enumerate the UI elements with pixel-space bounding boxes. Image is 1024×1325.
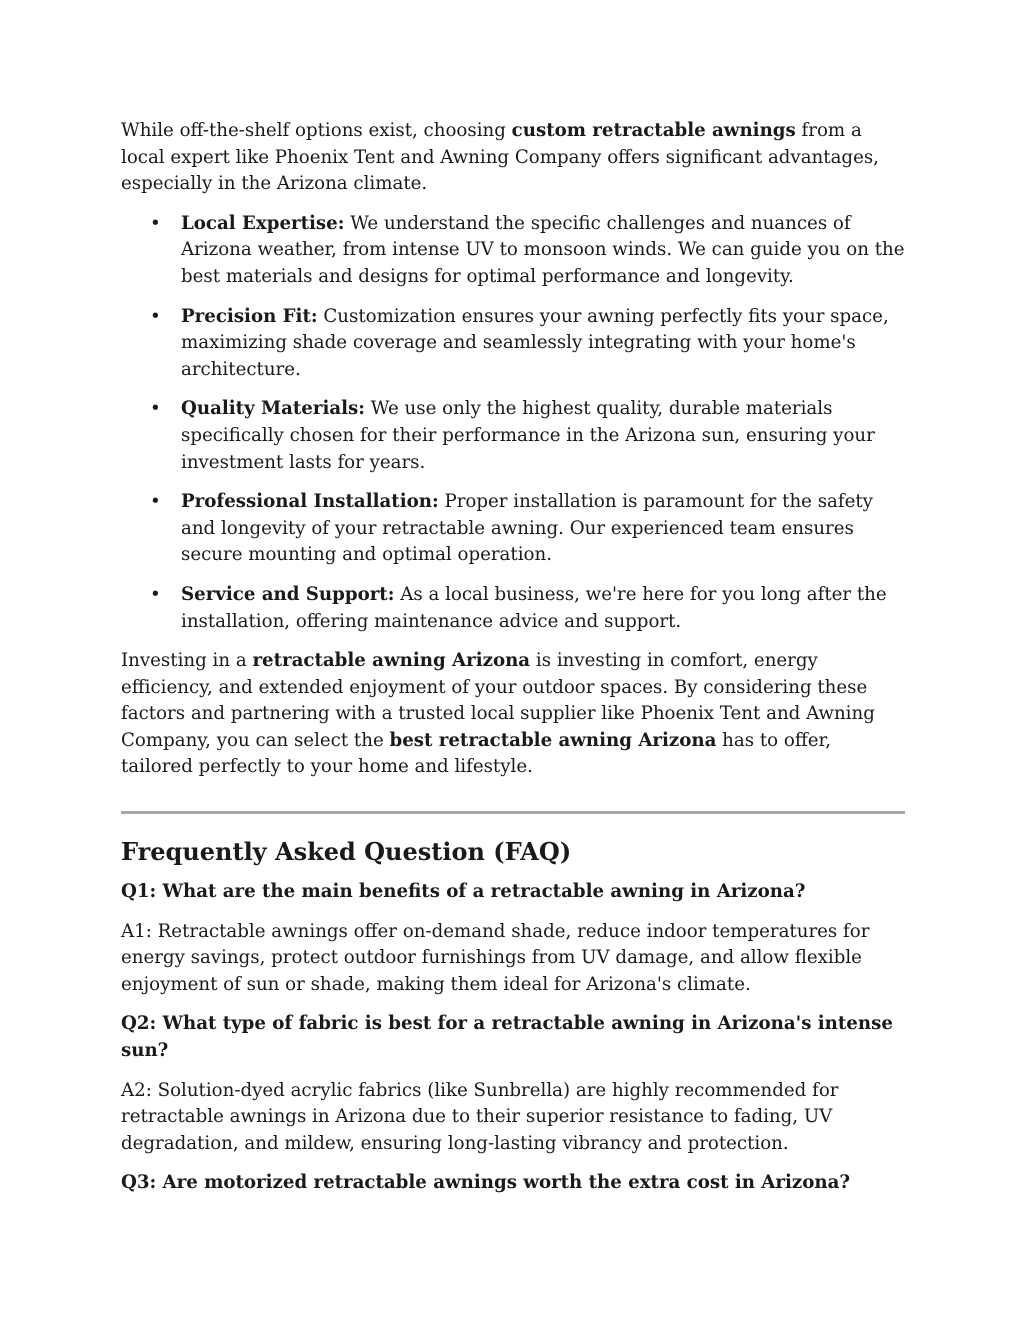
advantages-list <box>121 211 905 635</box>
list-item-text: Customization ensures your awning perfectly fits your space, maximizing shade coverage and seamlessly integrating with your home's architecture. <box>181 305 889 380</box>
list-item-precision-fit <box>121 304 905 384</box>
bullet-icon: • <box>150 212 161 234</box>
faq-answer: A2: Solution-dyed acrylic fabrics (like Sunbrella) are highly recommended for retractable awnings in Arizona due to their superior resistance to fading, UV degradation, and mildew, ensuring long-lasting vibrancy and protection. <box>121 1079 839 1154</box>
bullet-icon: • <box>150 305 161 327</box>
faq-question: Q2: What type of fabric is best for a retractable awning in Arizona's intense sun? <box>121 1013 893 1062</box>
list-item-professional-installation <box>121 489 905 569</box>
list-item-title: Professional Installation: <box>181 491 439 513</box>
list-item-local-expertise <box>121 211 905 291</box>
faq-question: Q1: What are the main benefits of a retractable awning in Arizona? <box>121 881 806 903</box>
list-item-text: We use only the highest quality, durable materials specifically chosen for their performance in the Arizona sun, ensuring your investment lasts for years. <box>181 398 875 473</box>
bullet-icon: • <box>150 398 161 420</box>
conclusion-bold-keyword: best retractable awning Arizona <box>389 729 717 751</box>
conclusion-paragraph <box>121 648 905 781</box>
horizontal-divider <box>121 811 905 814</box>
list-item-text: We understand the specific challenges and nuances of Arizona weather, from intense UV to monsoon winds. We can guide you on the best materials and designs for optimal performance and longevity. <box>181 212 905 287</box>
list-item-text: Proper installation is paramount for the safety and longevity of your retractable awning. Our experienced team ensures secure mounting and optimal operation. <box>181 491 873 566</box>
faq-answer: A1: Retractable awnings offer on-demand shade, reduce indoor temperatures for energy savings, protect outdoor furnishings from UV damage, and allow flexible enjoyment of sun or shade, making them ideal for Arizona's climate. <box>121 920 870 995</box>
list-item-text: As a local business, we're here for you long after the installation, offering maintenance advice and support. <box>181 583 887 632</box>
list-item-title: Service and Support: <box>181 583 395 605</box>
list-item-title: Local Expertise: <box>181 212 345 234</box>
intro-paragraph <box>121 118 905 198</box>
conclusion-text: has to offer, tailored perfectly to your home and lifestyle. <box>121 729 831 778</box>
document-page <box>121 118 905 1210</box>
intro-text-before: While off-the-shelf options exist, choosing <box>121 120 512 141</box>
bullet-icon: • <box>150 491 161 513</box>
list-item-title: Precision Fit: <box>181 305 318 327</box>
intro-text-after: from a local expert like Phoenix Tent and Awning Company offers significant advantages, especially in the Arizona climate. <box>121 120 879 195</box>
conclusion-text: is investing in comfort, energy efficiency, and extended enjoyment of your outdoor spaces. By considering these factors and partnering with a trusted local supplier like Phoenix Tent and Awning Company, you can select the <box>121 650 875 751</box>
list-item-title: Quality Materials: <box>181 398 365 420</box>
faq-heading: Frequently Asked Question (FAQ) <box>121 837 572 867</box>
faq-question: Q3: Are motorized retractable awnings worth the extra cost in Arizona? <box>121 1172 851 1194</box>
conclusion-bold-keyword: retractable awning Arizona <box>252 650 531 672</box>
list-item-quality-materials <box>121 396 905 476</box>
bullet-icon: • <box>150 583 161 605</box>
conclusion-text: Investing in a <box>121 650 253 672</box>
intro-bold-keyword: custom retractable awnings <box>511 120 796 141</box>
list-item-service-support <box>121 582 905 635</box>
